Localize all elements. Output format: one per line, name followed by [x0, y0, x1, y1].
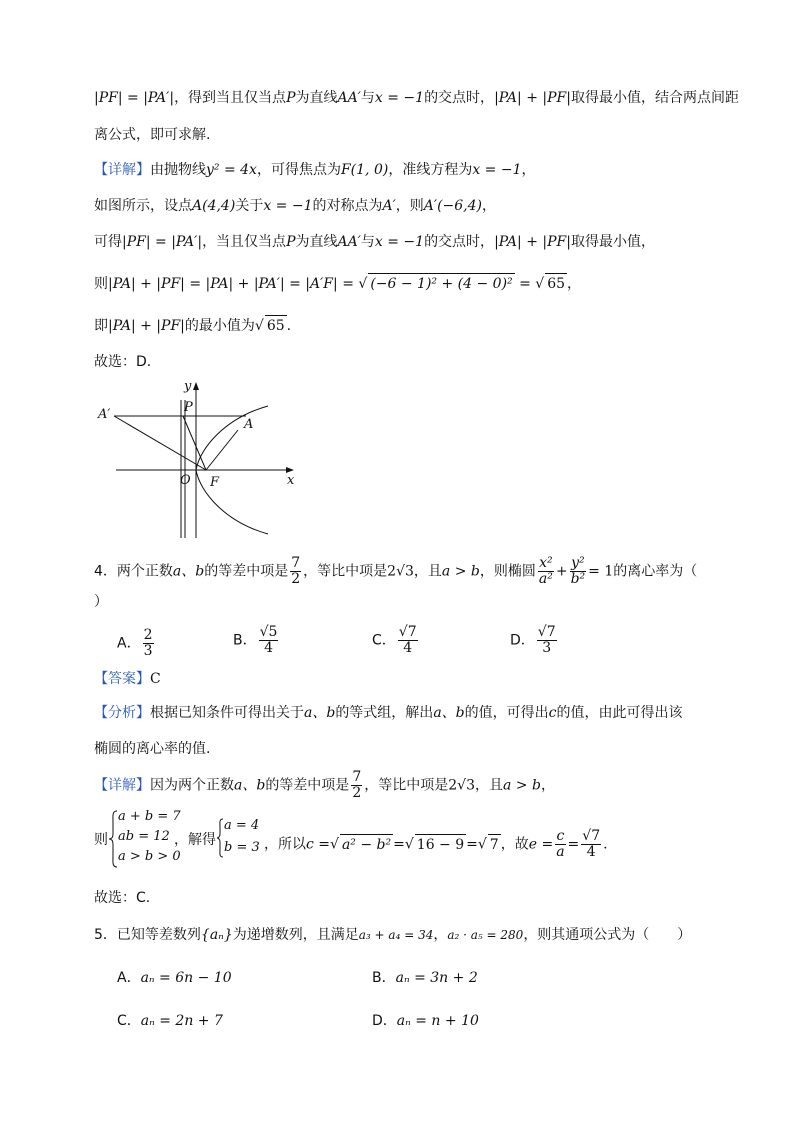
- q5-option-b: B．aₙ = 3n + 2: [372, 970, 478, 986]
- q5-option-a: A．aₙ = 6n − 10: [117, 970, 232, 986]
- analysis-continuation-line-2: 离公式，即可求解.: [94, 127, 211, 143]
- segment-ap-f: [114, 416, 206, 470]
- q4-option-a: A． $\frac{2}{3}$: [117, 627, 153, 659]
- detail-q3-line-1: 【详解】由抛物线y² = 4x，可得焦点为F(1, 0)，准线方程为x = −1，: [94, 162, 536, 178]
- detail-q3-line-2: 如图所示，设点A(4,4)关于x = −1的对称点为A′，则A′(−6,4)，: [94, 198, 496, 214]
- segment-f-a: [206, 430, 238, 470]
- q4-option-d: D． $\frac{√7}{3}$: [510, 624, 556, 656]
- question-4-stem: 4．两个正数a、b的等差中项是 $\frac{7}{2}$ ，等比中项是2√3，且a > b，则椭圆 $\frac{\text{x²}}{\text{a²}}$ + $\frac{\text{y²}}{\text{b²}}$ = 1的离心率为（: [94, 555, 698, 587]
- question-4-close: ）: [94, 594, 108, 610]
- label-O: O: [180, 473, 191, 488]
- segment-p-f: [183, 416, 206, 470]
- q4-analysis-line-2: 椭圆的离心率的值.: [94, 741, 211, 757]
- label-A-prime: A′: [98, 407, 111, 422]
- formula-pf-eq-pa: |PF| = |PA′|: [94, 90, 175, 106]
- radicand-distance: (−6 − 1)² + (4 − 0)²: [368, 273, 514, 294]
- analysis-continuation-line: |PF| = |PA′|，得到当且仅当点P为直线AA′与x = −1的交点时，|PA| + |PF|取得最小值，结合两点间距: [94, 90, 739, 106]
- brace-left: [108, 810, 118, 868]
- y-axis-arrow: [193, 382, 199, 390]
- q4-analysis-line-1: 【分析】根据已知条件可得出关于a、b的等式组，解出a、b的值，可得出c的值，由此可得出该: [94, 705, 683, 721]
- detail-q3-line-4: 则|PA| + |PF| = |PA| + |PA′| = |A′F| = √ (−6 − 1)² + (4 − 0)² = √ 65 ，: [94, 273, 734, 294]
- q5-option-c: C．aₙ = 2n + 7: [117, 1013, 223, 1029]
- detail-q3-line-3: 可得|PF| = |PA′|，当且仅当点P为直线AA′与x = −1的交点时，|PA| + |PF|取得最小值，: [94, 234, 655, 250]
- label-F: F: [210, 475, 220, 490]
- detail-q3-answer: 故选：D.: [94, 354, 152, 370]
- brace-solution: [216, 818, 224, 858]
- q4-option-b: B． $\frac{√5}{4}$: [233, 624, 278, 656]
- parabola-figure: [90, 378, 310, 540]
- label-P: P: [184, 400, 193, 415]
- q4-answer: 【答案】C: [94, 671, 161, 687]
- q4-option-c: C． $\frac{√7}{4}$: [372, 624, 417, 656]
- q5-option-d: D．aₙ = n + 10: [372, 1013, 479, 1029]
- q4-system-block: 则 a + b = 7 ab = 12 a > b > 0 ，解得 a = 4 b = 3 ，所以c =√ a² − b² =√ 16 − 9 =√ 7 ，故e = $\frac{c}{a}$ = $\frac{√7}{4}$ .: [94, 808, 654, 870]
- parabola-lower: [196, 470, 268, 534]
- label-x: x: [287, 473, 295, 488]
- label-A: A: [244, 417, 254, 432]
- label-y: y: [184, 379, 192, 394]
- question-5-stem: 5．已知等差数列{aₙ}为递增数列，且满足a₃ + a₄ = 34，a₂ · a₅ = 280，则其通项公式为（ ）: [94, 927, 692, 943]
- q4-detail-line-1: 【详解】因为两个正数a、b的等差中项是 $\frac{7}{2}$ ，等比中项是2√3，且a > b，: [94, 769, 555, 801]
- detail-tag: 【详解】: [94, 162, 150, 178]
- detail-q3-line-5: 即|PA| + |PF|的最小值为√ 65 .: [94, 315, 734, 336]
- q4-choose: 故选：C.: [94, 890, 151, 906]
